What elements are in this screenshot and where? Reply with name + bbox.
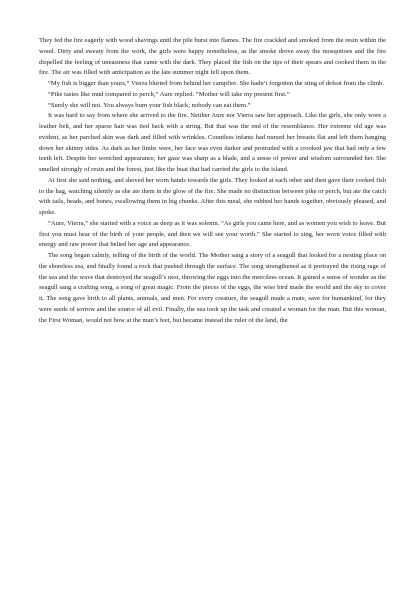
paragraph-6: At first she said nothing, and shoved her worn hands towards the girls. They looked at each other and then gave their cooked fish to the hag, watching silently as she ate them in the glow of the fire. She made no distinction between pike or perch, but ate the catch with tails, heads, and bones, swallowing them in big chunks. After this meal, she rubbed her hands together, obviously pleased, and spoke. (39, 176, 386, 216)
paragraph-4: “Surely she will not. You always burn your fish black; nobody can eat them.” (48, 101, 251, 109)
paragraph-3: “Pike tastes like mud compared to perch,” Aure replied. “Mother will take my present first.” (48, 90, 290, 98)
paragraph-8: The song began calmly, telling of the birth of the world. The Mother sang a story of a seagull that looked for a nesting place on the shoreless sea, and finally found a rock that pushed through the surface. The song strengthened as it portrayed the rising rage of the sea and the wave that destroyed the seagull’s nest, throwing the eggs into the merciless ocean. It gained a sense of wonder as the seagull sang a crafting song, a song of great magic. From the pieces of the eggs, the wise bird made the world and the sky to cover it. The song gave birth to all plants, animals, and men. For every creature, the seagull made a mate, save for humankind, for they were seeds of sorrow and the source of all evil. Finally, the sea took up the task and created a woman for the man. But this woman, the First Woman, would not bow at the man’s feet, but became instead the ruler of the land, the (39, 252, 386, 324)
paragraph-1: They fed the fire eagerly with wood shavings until the pile burst into flames. The fire crackled and smoked from the resin within the wood. Dirty and sweaty from the work, the girls were happy nonetheless, as the smoke drove away the mosquitoes and the fire dispelled the feeling of uneasiness that came with the dark. They placed the fish on the tips of their spears and cooked them in the fire. The air was filled with anticipation as the late summer night fell upon them. (39, 37, 386, 77)
paragraph-5: It was hard to say from where she arrived to the fire. Neither Aure nor Vierra saw her approach. Like the girls, she only wore a leather belt, and her sparse hair was tied back with a string. But that was the end of the resemblance. Her extreme old age was evident, as her parched skin was dark and filled with wrinkles. Countless infants had nursed her breasts flat and left them hanging down her skinny sides. As dark as her limbs were, her face was even darker and protruded with a crooked jaw that had only a few teeth left. Despite her wretched appearance, her gaze was sharp as a blade, and a sense of power and wisdom surrounded her. She smelled strongly of resin and the forest, just like the boat that had carried the girls to the island. (39, 112, 386, 173)
paragraph-2: “My fish is bigger than yours,” Vierra blurted from behind her campfire. She hadn’t forgotten the sting of defeat from the climb. (48, 80, 384, 87)
document-page (39, 36, 386, 326)
paragraph-7: “Aure, Vierra,” she started with a voice as deep as it was solemn. “As girls you came here, and as women you wish to leave. But first you must hear of the birth of your people, and then we will see your worth.” She started to sing, her worn voice filled with energy and raw power that belied her age and appearance. (39, 219, 386, 249)
